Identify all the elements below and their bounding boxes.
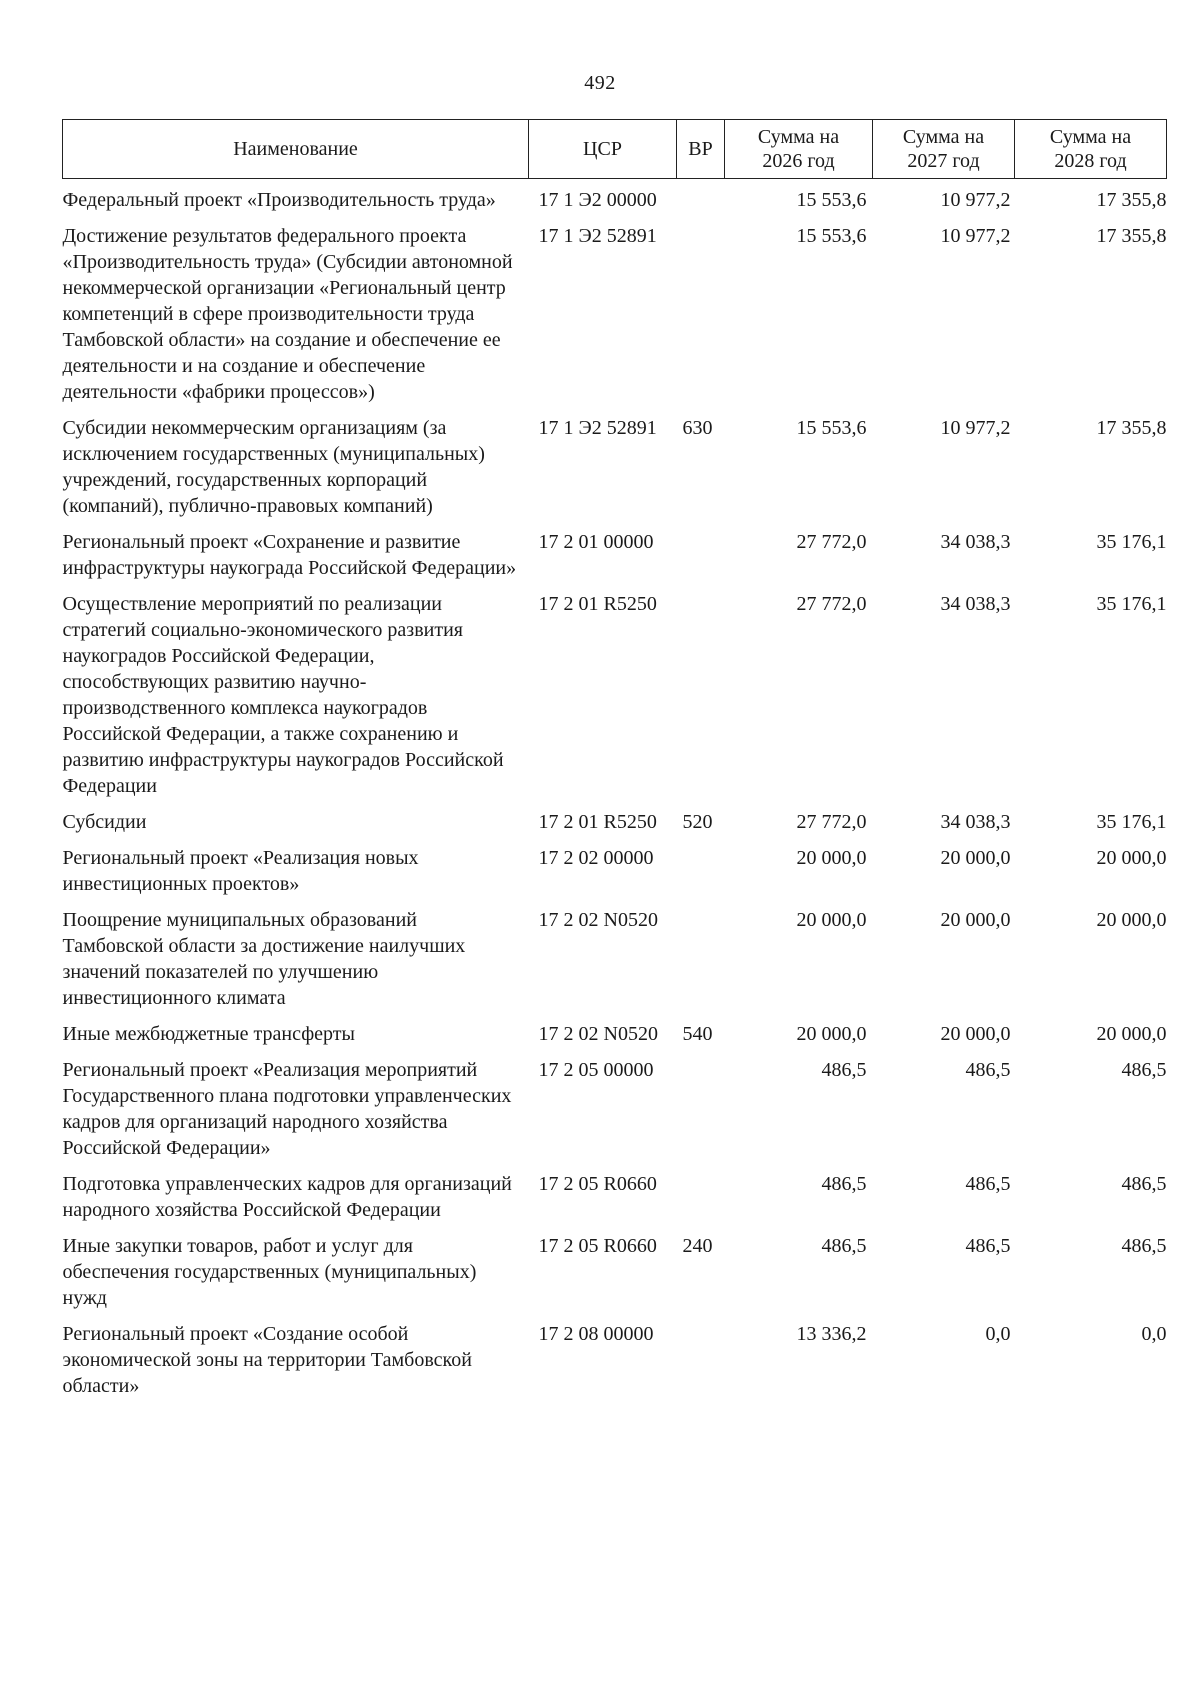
row-vr [677, 901, 725, 1015]
header-2027 [873, 120, 1015, 179]
table-row [63, 409, 1167, 523]
header-2028-line2: 2028 год [1054, 150, 1127, 172]
table-header [63, 120, 1167, 179]
row-csr: 17 1 Э2 00000 [538, 189, 657, 211]
row-sum-2028: 17 355,8 [1096, 225, 1167, 247]
row-csr: 17 2 01 R5250 [538, 811, 657, 833]
row-name: Поощрение муниципальных образований Тамбовской области за достижение наилучших значений показателей по улучшению инвестиционного климата [62, 909, 466, 1009]
row-sum-2028: 35 176,1 [1096, 531, 1167, 553]
row-sum-2026: 20 000,0 [796, 1023, 867, 1045]
row-name: Достижение результатов федерального проекта «Производительность труда» (Субсидии автономной некоммерческой организации «Региональный центр компетенций в сфере производительности труда Тамбовской области» на создание и обеспечение ее деятельности и на создание и обеспечение деятельности «фабрики процессов») [62, 225, 513, 403]
row-vr [677, 1315, 725, 1403]
row-vr [677, 839, 725, 901]
row-sum-2027: 20 000,0 [940, 1023, 1011, 1045]
header-name: Наименование [63, 120, 529, 179]
header-2027-line2: 2027 год [907, 150, 980, 172]
row-sum-2028: 486,5 [1121, 1059, 1167, 1081]
row-name: Осуществление мероприятий по реализации стратегий социально-экономического развития наукоградов Российской Федерации, способствующих развитию научно-производственного комплекса наукоградов Российской Федерации, а также сохранению и развитию инфраструктуры наукоградов Российской Федерации [62, 593, 504, 797]
row-csr: 17 2 05 00000 [538, 1059, 654, 1081]
row-name: Иные закупки товаров, работ и услуг для обеспечения государственных (муниципальных) нужд [62, 1235, 477, 1309]
budget-table [62, 119, 1167, 1403]
row-sum-2028: 0,0 [1141, 1323, 1167, 1345]
row-vr [677, 1051, 725, 1165]
row-vr: 240 [682, 1235, 713, 1257]
row-csr: 17 2 02 N0520 [538, 909, 658, 931]
header-2026-line2: 2026 год [762, 150, 835, 172]
page-number: 492 [584, 72, 616, 94]
row-name: Подготовка управленческих кадров для организаций народного хозяйства Российской Федерации [62, 1173, 512, 1221]
row-sum-2028: 486,5 [1121, 1235, 1167, 1257]
row-sum-2027: 10 977,2 [940, 225, 1011, 247]
row-sum-2027: 486,5 [965, 1173, 1011, 1195]
row-csr: 17 2 01 R5250 [538, 593, 657, 615]
row-sum-2026: 486,5 [821, 1235, 867, 1257]
table-row [63, 1315, 1167, 1403]
row-vr [677, 179, 725, 218]
row-sum-2027: 34 038,3 [940, 531, 1011, 553]
row-sum-2027: 20 000,0 [940, 847, 1011, 869]
row-sum-2027: 10 977,2 [940, 189, 1011, 211]
row-sum-2027: 10 977,2 [940, 417, 1011, 439]
header-2026-line1: Сумма на [757, 126, 840, 148]
header-2028-line1: Сумма на [1049, 126, 1132, 148]
row-sum-2026: 27 772,0 [796, 593, 867, 615]
row-sum-2028: 20 000,0 [1096, 847, 1167, 869]
table-row [63, 179, 1167, 218]
row-sum-2026: 13 336,2 [796, 1323, 867, 1345]
row-csr: 17 2 02 N0520 [538, 1023, 658, 1045]
row-sum-2026: 15 553,6 [796, 417, 867, 439]
row-sum-2026: 27 772,0 [796, 531, 867, 553]
row-sum-2027: 486,5 [965, 1059, 1011, 1081]
row-vr [677, 585, 725, 803]
table-row [63, 1165, 1167, 1227]
row-name: Субсидии некоммерческим организациям (за исключением государственных (муниципальных) учреждений, государственных корпораций (компаний), публично-правовых компаний) [62, 417, 485, 517]
header-vr: ВР [677, 120, 725, 179]
row-name: Субсидии [62, 811, 147, 833]
table-row [63, 1051, 1167, 1165]
row-csr: 17 2 02 00000 [538, 847, 654, 869]
row-sum-2026: 486,5 [821, 1173, 867, 1195]
row-sum-2028: 35 176,1 [1096, 811, 1167, 833]
table-body [63, 179, 1167, 1404]
table-row [63, 803, 1167, 839]
row-sum-2028: 486,5 [1121, 1173, 1167, 1195]
row-vr: 630 [682, 417, 713, 439]
row-vr [677, 217, 725, 409]
row-sum-2026: 20 000,0 [796, 909, 867, 931]
row-sum-2026: 15 553,6 [796, 189, 867, 211]
table-row [63, 1015, 1167, 1051]
row-sum-2028: 17 355,8 [1096, 189, 1167, 211]
table-row [63, 839, 1167, 901]
row-sum-2026: 20 000,0 [796, 847, 867, 869]
row-sum-2026: 15 553,6 [796, 225, 867, 247]
row-name: Региональный проект «Реализация мероприятий Государственного плана подготовки управленческих кадров для организаций народного хозяйства Российской Федерации» [62, 1059, 512, 1159]
budget-table-container [62, 119, 1166, 1403]
row-sum-2028: 17 355,8 [1096, 417, 1167, 439]
row-csr: 17 2 05 R0660 [538, 1173, 657, 1195]
row-sum-2028: 35 176,1 [1096, 593, 1167, 615]
row-sum-2027: 20 000,0 [940, 909, 1011, 931]
row-name: Федеральный проект «Производительность труда» [62, 189, 496, 211]
header-2027-line1: Сумма на [902, 126, 985, 148]
row-sum-2027: 34 038,3 [940, 593, 1011, 615]
table-row [63, 523, 1167, 585]
row-vr: 540 [682, 1023, 713, 1045]
row-sum-2027: 486,5 [965, 1235, 1011, 1257]
row-name: Иные межбюджетные трансферты [62, 1023, 355, 1045]
row-sum-2027: 34 038,3 [940, 811, 1011, 833]
table-row [63, 901, 1167, 1015]
table-row [63, 1227, 1167, 1315]
header-2026 [725, 120, 873, 179]
row-csr: 17 2 08 00000 [538, 1323, 654, 1345]
row-vr: 520 [682, 811, 713, 833]
row-name: Региональный проект «Реализация новых инвестиционных проектов» [62, 847, 419, 895]
table-row [63, 217, 1167, 409]
row-sum-2028: 20 000,0 [1096, 909, 1167, 931]
header-2028 [1015, 120, 1167, 179]
row-name: Региональный проект «Сохранение и развитие инфраструктуры наукограда Российской Федерации» [62, 531, 517, 579]
table-header-row [63, 120, 1167, 179]
row-csr: 17 2 01 00000 [538, 531, 654, 553]
row-vr [677, 1165, 725, 1227]
row-csr: 17 1 Э2 52891 [538, 417, 657, 439]
row-sum-2026: 486,5 [821, 1059, 867, 1081]
row-csr: 17 1 Э2 52891 [538, 225, 657, 247]
row-vr [677, 523, 725, 585]
row-name: Региональный проект «Создание особой экономической зоны на территории Тамбовской области» [62, 1323, 472, 1397]
row-sum-2028: 20 000,0 [1096, 1023, 1167, 1045]
row-sum-2026: 27 772,0 [796, 811, 867, 833]
row-sum-2027: 0,0 [985, 1323, 1011, 1345]
table-row [63, 585, 1167, 803]
header-csr: ЦСР [529, 120, 677, 179]
row-csr: 17 2 05 R0660 [538, 1235, 657, 1257]
